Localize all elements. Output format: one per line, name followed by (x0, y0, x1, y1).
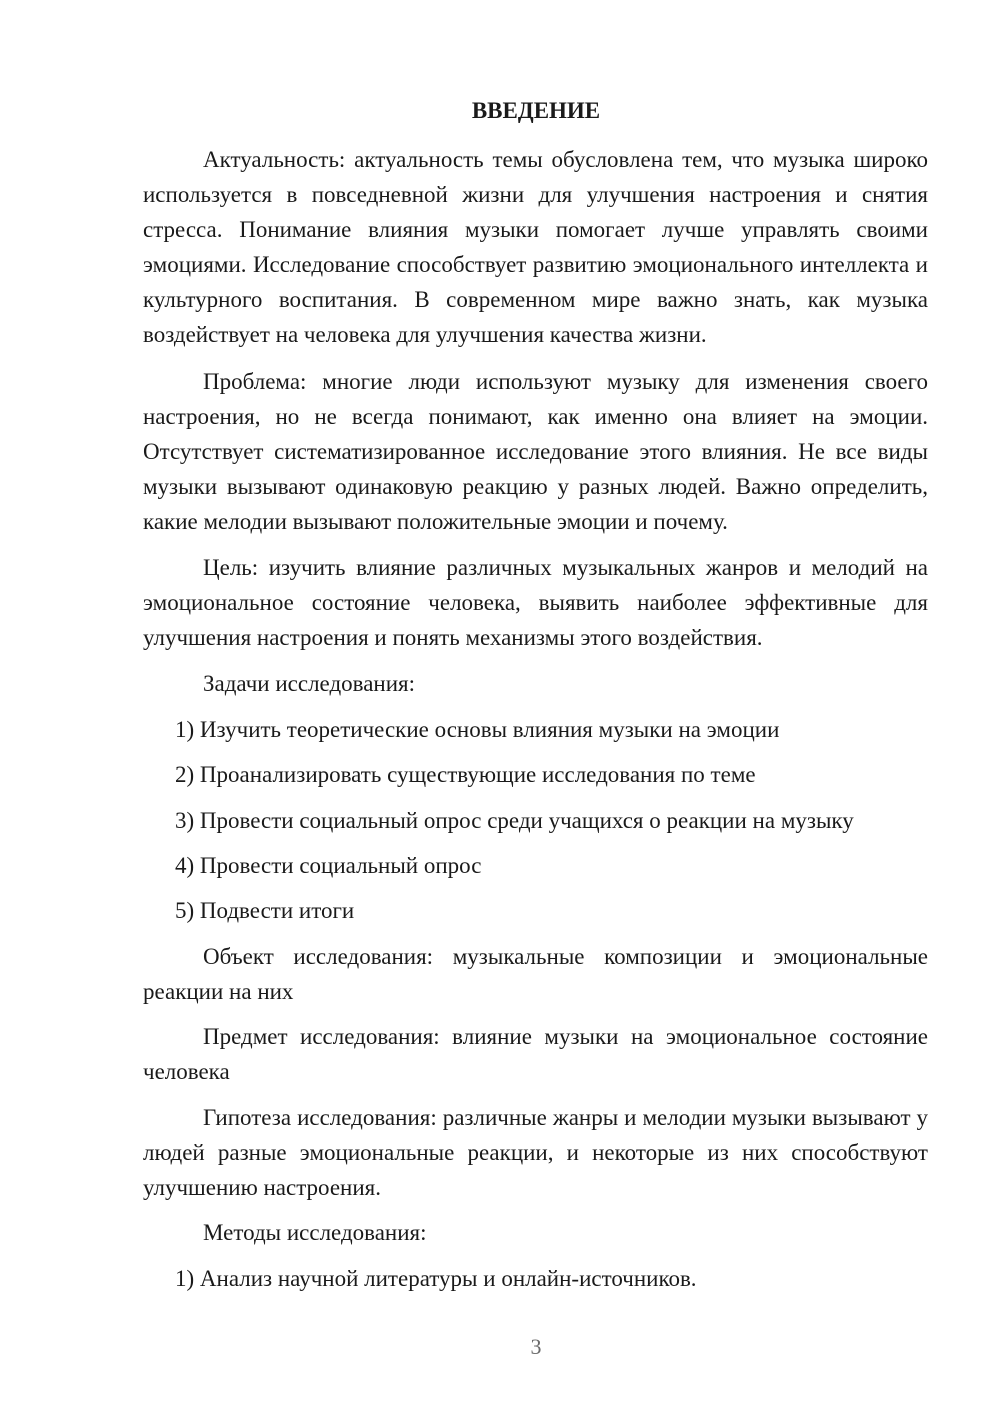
section-title: ВВЕДЕНИЕ (471, 98, 601, 123)
page-number: 3 (530, 1334, 542, 1359)
task-item: 5) Подвести итоги (175, 898, 355, 923)
goal-paragraph: Цель: изучить влияние различных музыкальных жанров и мелодий на эмоциональное состояние человека, выявить наиболее эффективные для улучшения настроения и понять механизмы этого воздействия. (143, 555, 928, 650)
methods-heading: Методы исследования: (203, 1220, 427, 1245)
subject-paragraph: Предмет исследования: влияние музыки на эмоциональное состояние человека (143, 1024, 928, 1084)
problem-paragraph: Проблема: многие люди используют музыку для изменения своего настроения, но не всегда понимают, как именно она влияет на эмоции. Отсутствует систематизированное исследование этого влияния. Не все виды музыки вызывают одинаковую реакцию у разных людей. Важно определить, какие мелодии вызывают положительные эмоции и почему. (143, 369, 928, 534)
task-item: 2) Проанализировать существующие исследования по теме (175, 762, 756, 787)
task-item: 4) Провести социальный опрос (175, 853, 482, 878)
tasks-heading: Задачи исследования: (203, 671, 416, 696)
task-item: 3) Провести социальный опрос среди учащихся о реакции на музыку (175, 808, 854, 833)
hypothesis-paragraph: Гипотеза исследования: различные жанры и мелодии музыки вызывают у людей разные эмоциональные реакции, и некоторые из них способствуют улучшению настроения. (143, 1105, 928, 1200)
relevance-paragraph: Актуальность: актуальность темы обусловлена тем, что музыка широко используется в повседневной жизни для улучшения настроения и снятия стресса. Понимание влияния музыки помогает лучше управлять своими эмоциями. Исследование способствует развитию эмоционального интеллекта и культурного воспитания. В современном мире важно знать, как музыка воздействует на человека для улучшения качества жизни. (143, 147, 928, 347)
method-item: 1) Анализ научной литературы и онлайн-источников. (175, 1266, 697, 1291)
task-item: 1) Изучить теоретические основы влияния музыки на эмоции (175, 717, 780, 742)
object-paragraph: Объект исследования: музыкальные композиции и эмоциональные реакции на них (143, 944, 928, 1004)
